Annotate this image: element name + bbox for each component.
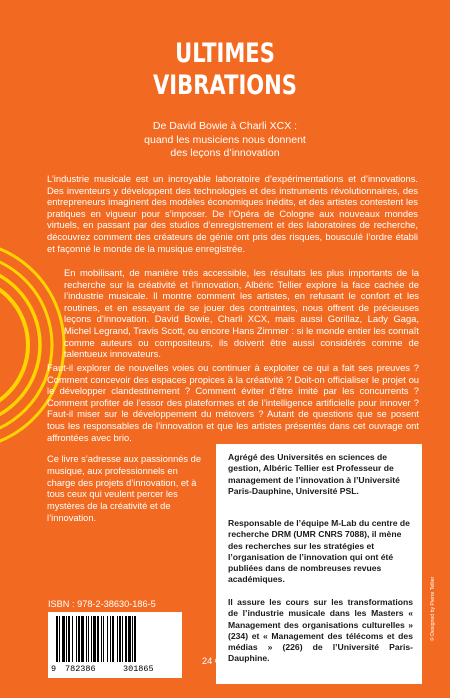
- barcode-bar: [91, 616, 92, 662]
- barcode-bar: [56, 616, 58, 662]
- bio-paragraph-1: Agrégé des Universités en sciences de gestion, Albéric Tellier est Professeur de management de l’innovation à l’Université Paris-Dauphine, Université PSL.: [228, 452, 400, 496]
- barcode-bar: [122, 616, 123, 662]
- barcode-digits-right: 301865: [123, 664, 154, 674]
- audience-paragraph: Ce livre s’adresse aux passionnés de musique, aux professionnels en charge des projets d’innovation, et à tous ceux qui veulent percer les mystères de la créativité et de l’innovation.: [47, 454, 201, 523]
- blurb-paragraph-3: Faut-il explorer de nouvelles voies ou continuer à exploiter ce qui a fait ses preuves ? Comment concevoir des espaces propices à la créativité ? Doit-on officialiser le projet ou le développer clandestinement ? Comment éviter d’être imité par les concurrents ? Comment profiter de l’essor des plateformes et de l’intelligence artificielle pour innover ? Faut-il miser sur le développement du métovers ? Autant de questions que se posent tous les responsables de l’innovation et que les artistes présentés dans cet ouvrage ont affrontées avec brio.: [47, 362, 419, 443]
- bio-paragraph-2: Responsable de l’équipe M-Lab du centre de recherche DRM (UMR CNRS 7088), il mène des recherches sur les stratégies et l’organisation de l’innovation qui ont été publiées dans de nombreuses revues académiques.: [228, 518, 410, 585]
- author-bio-box: [216, 444, 422, 684]
- barcode-bar: [107, 616, 108, 662]
- barcode-bar: [72, 616, 73, 662]
- barcode-bar: [119, 616, 121, 662]
- barcode-bar: [101, 616, 102, 662]
- barcode: [48, 612, 182, 678]
- subtitle-line-3: des leçons d’innovation: [170, 147, 280, 159]
- barcode-bar: [66, 616, 67, 662]
- barcode-bars: [54, 616, 176, 662]
- barcode-bar: [134, 616, 136, 662]
- barcode-bar: [97, 616, 99, 662]
- barcode-bar: [88, 616, 89, 662]
- barcode-bar: [86, 616, 87, 662]
- barcode-bar: [125, 616, 127, 662]
- barcode-bar: [68, 616, 70, 662]
- barcode-bar: [62, 616, 65, 662]
- book-title-line-2: VIBRATIONS: [153, 70, 297, 101]
- barcode-bar: [81, 616, 84, 662]
- price: 24 €: [202, 656, 220, 666]
- barcode-bar: [93, 616, 96, 662]
- subtitle-line-2: quand les musiciens nous donnent: [144, 133, 306, 146]
- barcode-bar: [76, 616, 77, 662]
- subtitle-line-1: De David Bowie à Charli XCX :: [152, 120, 298, 132]
- barcode-bar: [103, 616, 104, 662]
- bio-paragraph-3: Il assure les cours sur les transformations de l’industrie musicale dans les Masters « Management des organisations culturelles » (234) et « Management des télécoms et des médias » (226) de l’Université Paris-Dauphine.: [228, 597, 413, 664]
- blurb-paragraph-1: L’industrie musicale est un incroyable laboratoire d’expérimentations et d’innovations. Des inventeurs y développent des technologies et des instruments révolutionnaires, des entrepreneurs imaginent des modèles économiques inédits, et des artistes contestent les pratiques en vigueur pour s’imposer. De l’Opéra de Cologne aux nouveaux mondes virtuels, en passant par des studios d’enregistrement et des laboratoires de recherche, découvrez comment des créateurs de génie ont pris des risques, bousculé l’ordre établi et façonné le monde de la musique enregistrée.: [47, 173, 418, 254]
- book-title-line-1: ULTIMES: [175, 38, 275, 69]
- book-subtitle: [100, 120, 350, 161]
- barcode-bar: [132, 616, 133, 662]
- barcode-bar: [112, 616, 114, 662]
- barcode-bar: [128, 616, 131, 662]
- barcode-bar: [110, 616, 111, 662]
- barcode-digit-first: 9: [51, 664, 57, 674]
- barcode-bar: [78, 616, 80, 662]
- barcode-bar: [117, 616, 118, 662]
- barcode-digits-left: 782386: [65, 664, 96, 674]
- barcode-bar: [59, 616, 60, 662]
- blurb-paragraph-2: En mobilisant, de manière très accessible, les résultats les plus importants de la recherche sur la créativité et l’innovation, Albéric Tellier explore la face cachée de l’industrie musicale. Il montre comment les artistes, en refusant le confort et les routines, et en essayant de se jouer des contraintes, nous offrent de précieuses leçons d’innovation. David Bowie, Charli XCX, mais aussi Gorillaz, Lady Gaga, Michel Legrand, Travis Scott, ou encore Hans Zimmer : si le monde entier les connaît comme auteurs ou compositeurs, ils doivent être aussi considérés comme de talentueux innovateurs.: [64, 267, 419, 360]
- designer-credit: © Designed by Pierre Tellier: [430, 576, 436, 641]
- isbn-label: ISBN : 978-2-38630-186-5: [48, 599, 156, 609]
